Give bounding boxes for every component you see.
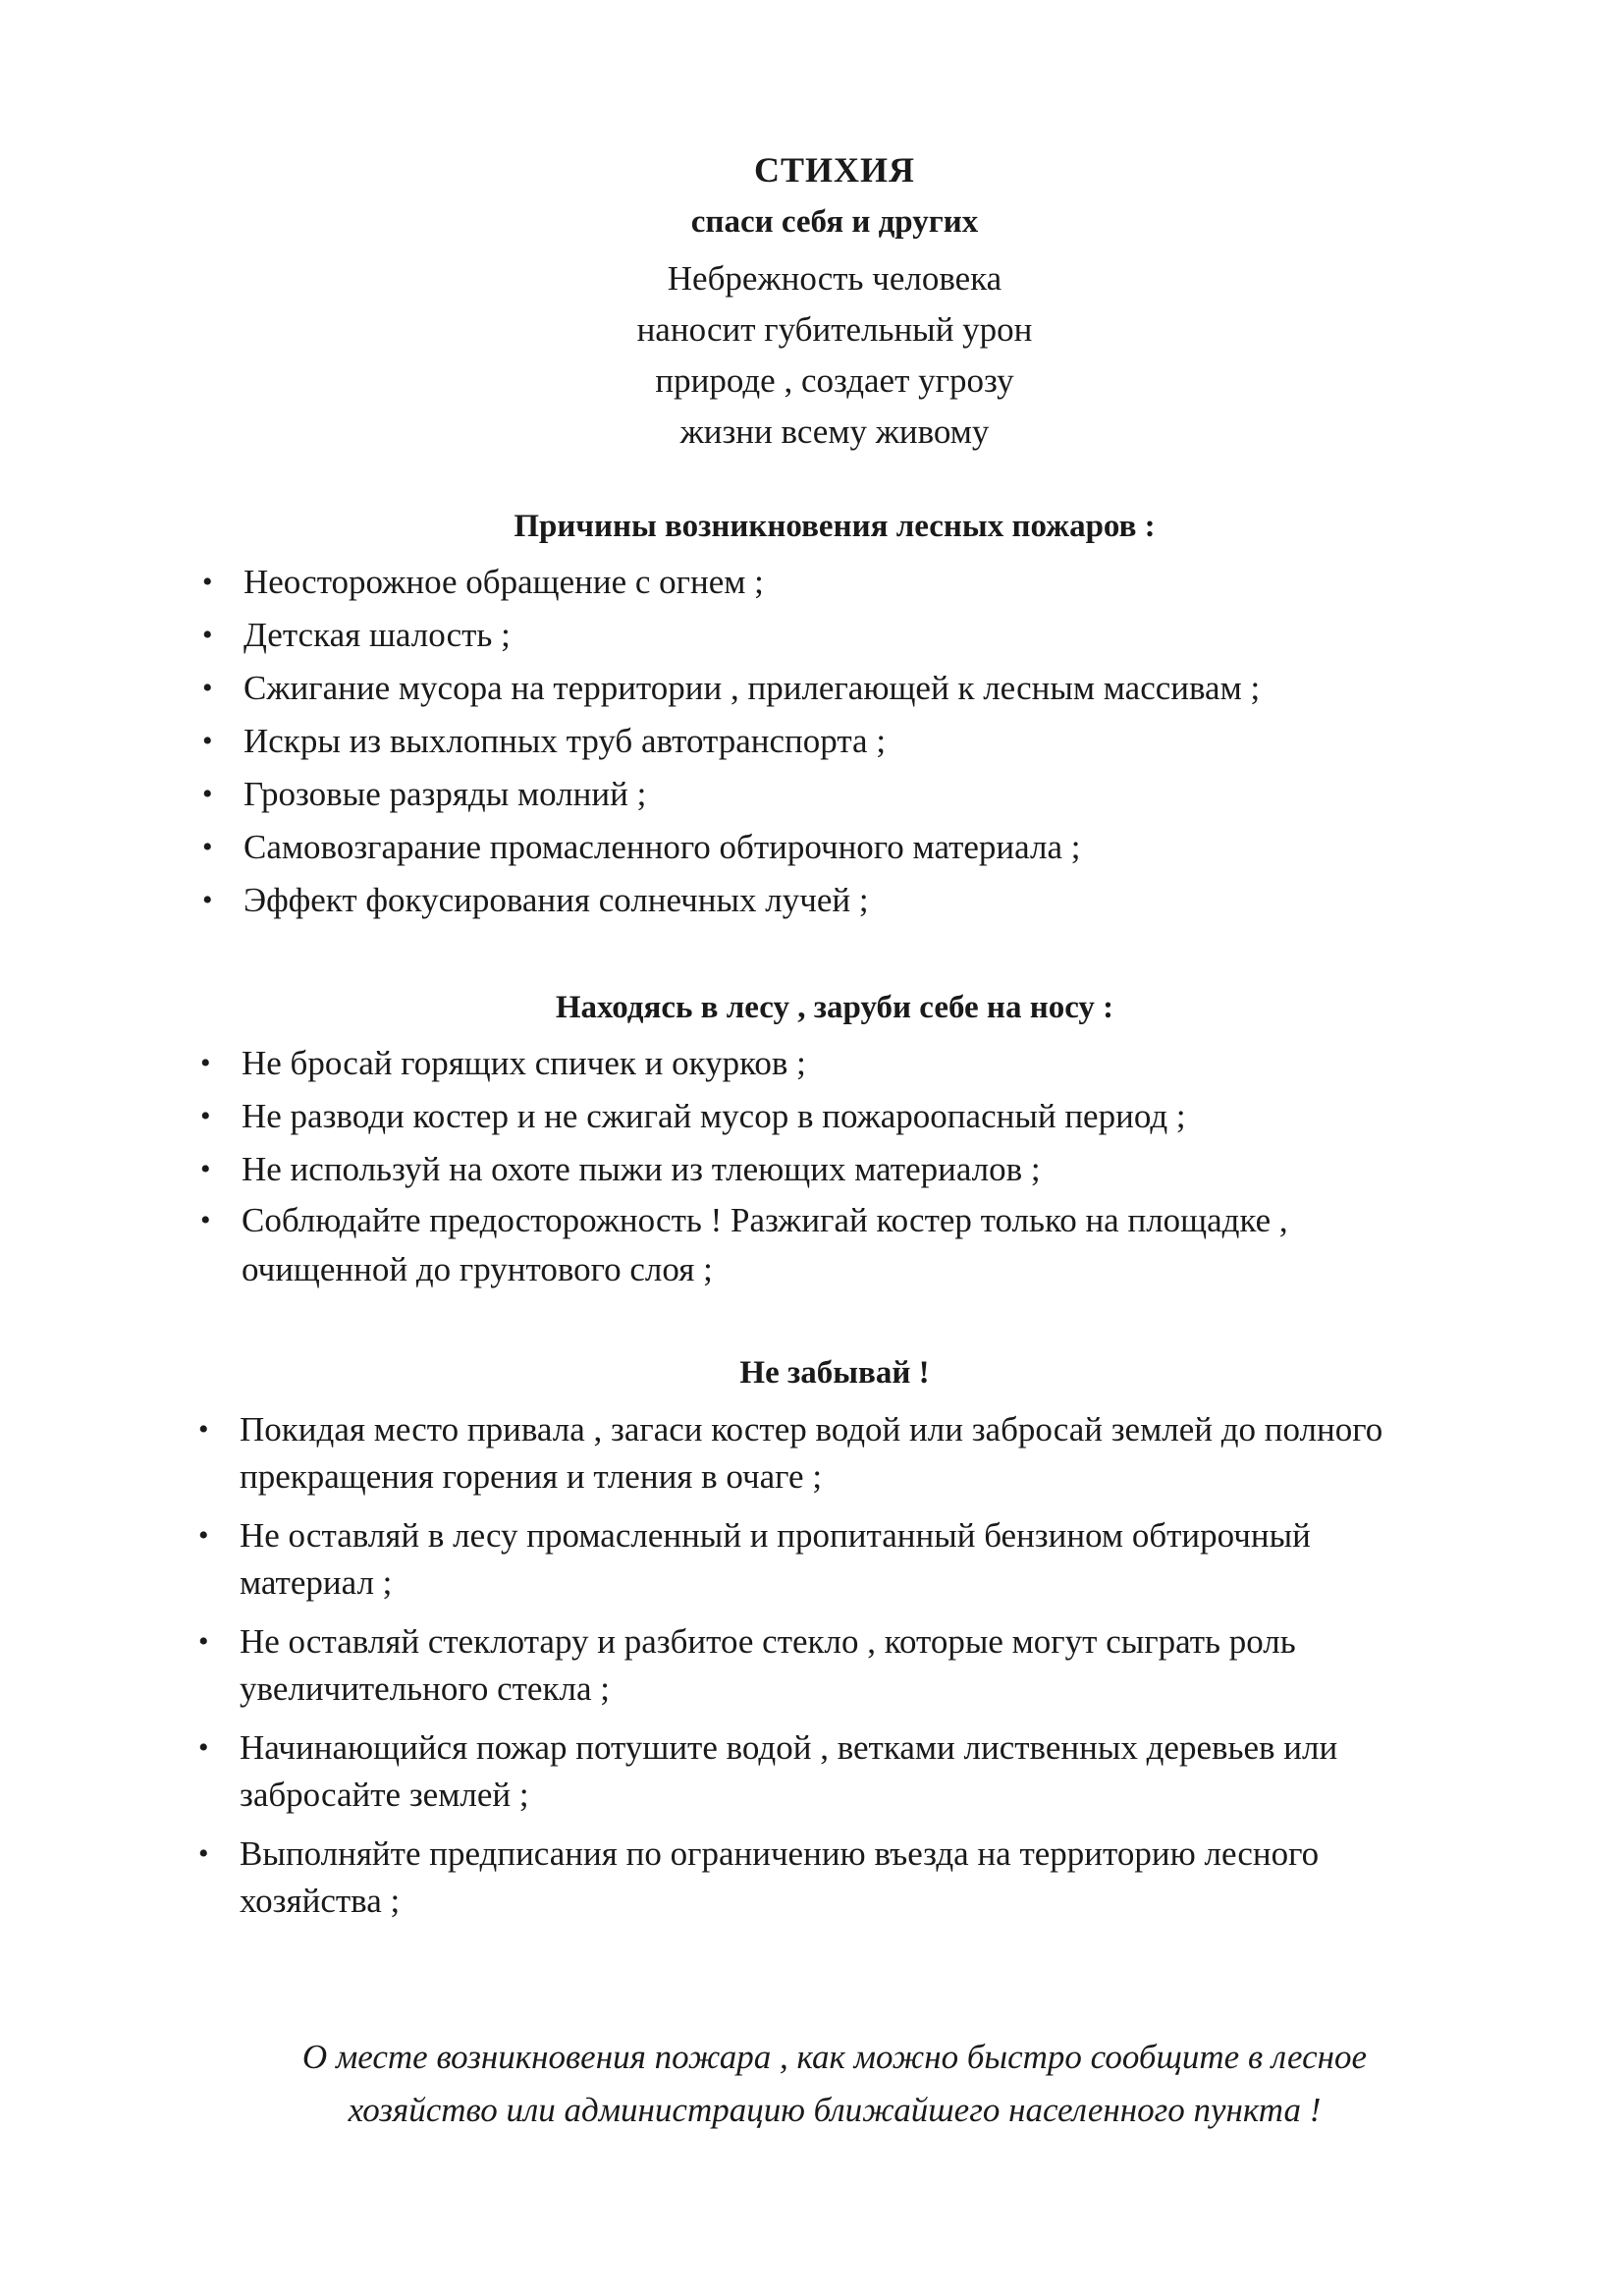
bullet-icon: • — [200, 1204, 211, 1236]
intro-line: природе , создает угрозу — [655, 361, 1014, 400]
document-subtitle: спаси себя и других — [690, 204, 979, 240]
list-item: • Не оставляй в лесу промасленный и пропитанный бензином обтирочный материал ; — [240, 1512, 1382, 1607]
bullet-icon: • — [198, 1519, 209, 1552]
bullet-icon: • — [198, 1837, 209, 1870]
list-item: • Не оставляй стеклотару и разбитое стекло , которые могут сыграть роль увеличительного стекла ; — [240, 1618, 1382, 1713]
bullet-icon: • — [198, 1625, 209, 1658]
bullet-icon: • — [202, 884, 213, 916]
causes-list — [202, 556, 1261, 927]
list-item: • Покидая место привала , загаси костер водой или забросай землей до полного прекращения горения и тления в очаге ; — [240, 1406, 1382, 1501]
section-heading-in-forest: Находясь в лесу , заруби себе на носу : — [555, 990, 1114, 1025]
bullet-icon: • — [202, 725, 213, 757]
bullet-icon: • — [202, 672, 213, 704]
section-heading-remember: Не забывай ! — [739, 1355, 930, 1391]
bullet-icon: • — [200, 1100, 211, 1132]
footer-line: хозяйство или администрацию ближайшего населенного пункта ! — [348, 2091, 1322, 2129]
list-item: • Эффект фокусирования солнечных лучей ; — [244, 874, 1260, 927]
intro-paragraph — [0, 253, 1624, 458]
document-title: СТИХИЯ — [753, 150, 915, 190]
list-item: • Выполняйте предписания по ограничению въезда на территорию лесного хозяйства ; — [240, 1831, 1382, 1925]
footer-line: О месте возникновения пожара , как можно быстро сообщите в лесное — [301, 2038, 1368, 2076]
list-item: • Соблюдайте предосторожность ! Разжигай костер только на площадке , очищенной до грунтового слоя ; — [242, 1196, 1288, 1294]
remember-list — [198, 1406, 1383, 1925]
list-item: • Сжигание мусора на территории , прилегающей к лесным массивам ; — [244, 662, 1260, 715]
bullet-icon: • — [200, 1153, 211, 1185]
list-item: • Искры из выхлопных труб автотранспорта ; — [244, 715, 1260, 768]
bullet-icon: • — [198, 1731, 209, 1764]
bullet-icon: • — [200, 1047, 211, 1079]
list-item: • Самовозгарание промасленного обтирочного материала ; — [244, 821, 1260, 874]
list-item: • Грозовые разряды молний ; — [244, 768, 1260, 821]
forest-rules-list — [200, 1037, 1288, 1294]
bullet-icon: • — [202, 831, 213, 863]
bullet-icon: • — [202, 619, 213, 651]
list-item: • Начинающийся пожар потушите водой , ветками лиственных деревьев или забросайте землей ; — [240, 1724, 1382, 1819]
intro-line: наносит губительный урон — [636, 310, 1033, 349]
bullet-icon: • — [202, 778, 213, 810]
footer-note — [0, 2031, 1624, 2137]
list-item: • Неосторожное обращение с огнем ; — [244, 556, 1260, 609]
list-item: • Не бросай горящих спичек и окурков ; — [242, 1037, 1288, 1090]
list-item: • Детская шалость ; — [244, 609, 1260, 662]
bullet-icon: • — [198, 1413, 209, 1446]
section-heading-causes: Причины возникновения лесных пожаров : — [514, 509, 1156, 544]
list-item: • Не используй на охоте пыжи из тлеющих материалов ; — [242, 1143, 1288, 1196]
bullet-icon: • — [202, 566, 213, 598]
intro-line: Небрежность человека — [667, 259, 1002, 298]
intro-line: жизни всему живому — [679, 412, 990, 451]
list-item: • Не разводи костер и не сжигай мусор в пожароопасный период ; — [242, 1090, 1288, 1143]
